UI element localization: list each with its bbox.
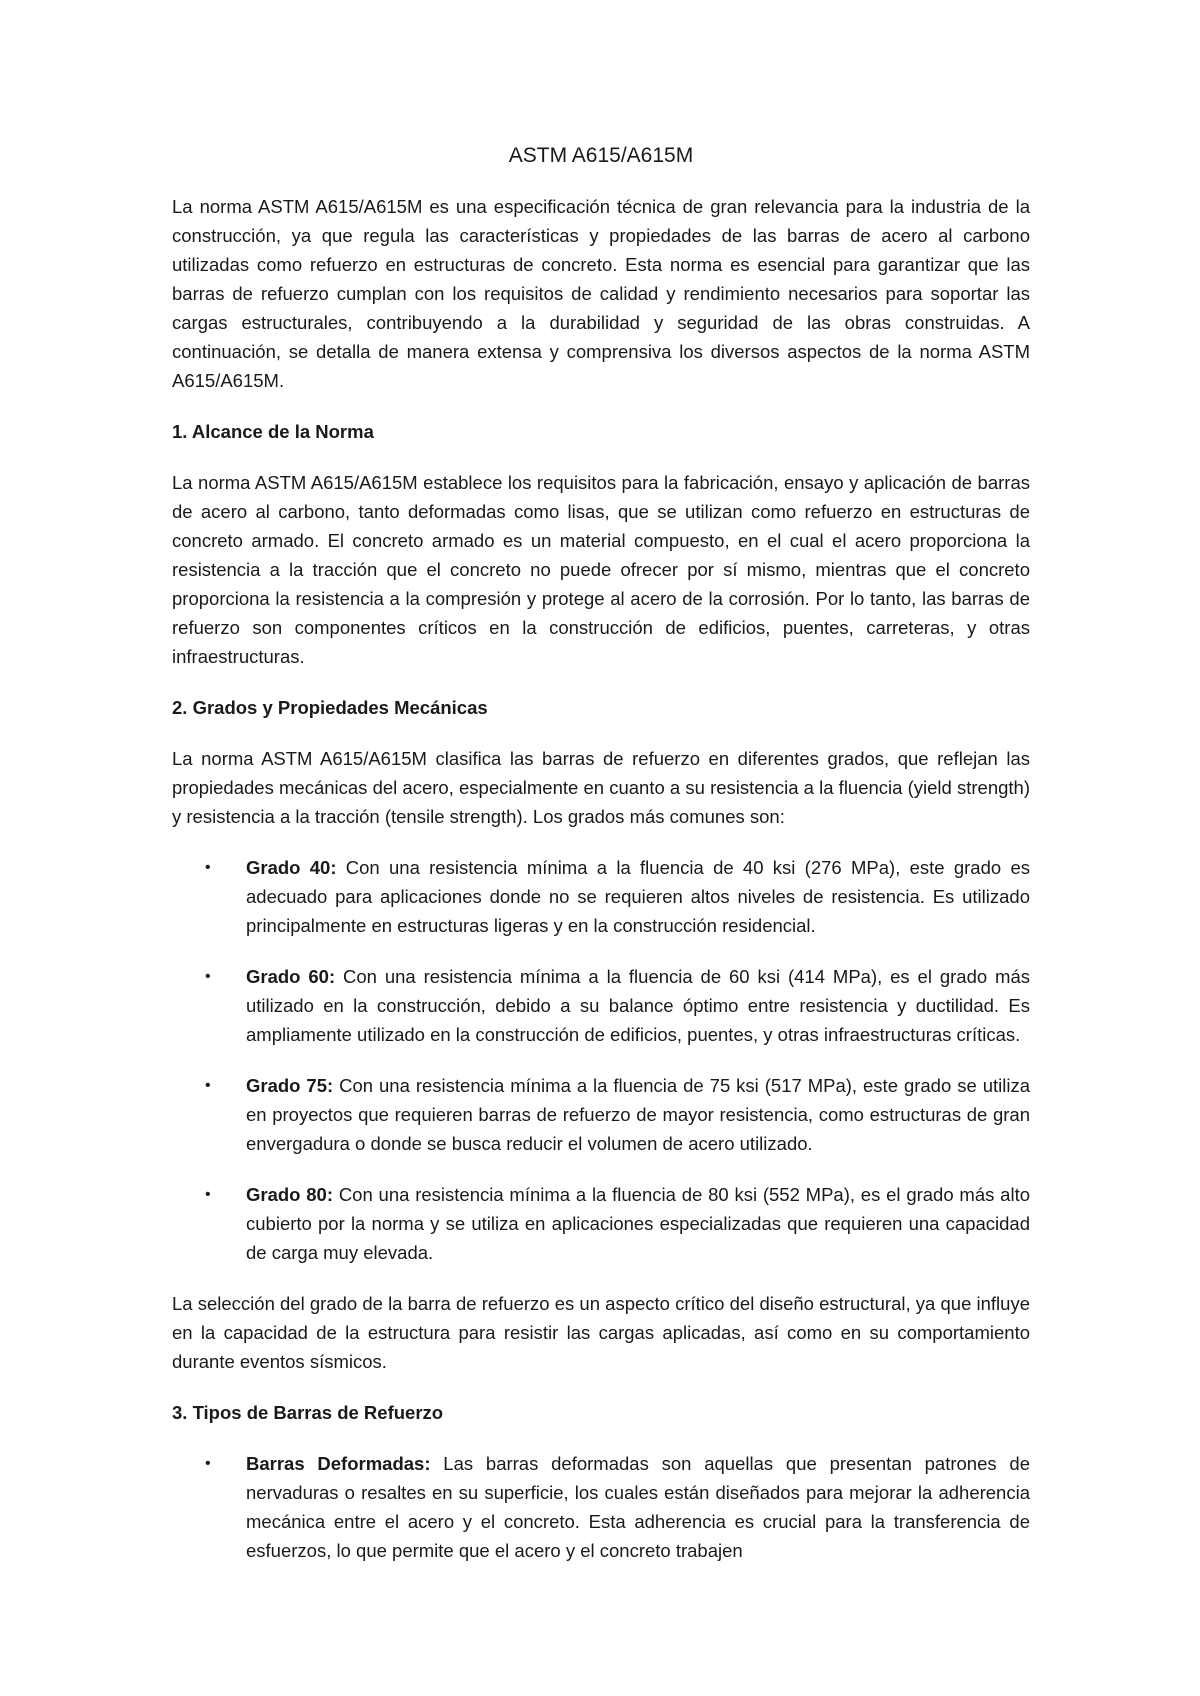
section-heading-grados: 2. Grados y Propiedades Mecánicas: [172, 697, 488, 718]
list-item: [172, 1071, 1030, 1158]
list-item-label: Grado 60:: [246, 966, 336, 987]
section-heading-alcance: 1. Alcance de la Norma: [172, 421, 374, 442]
section-heading-tipos: 3. Tipos de Barras de Refuerzo: [172, 1402, 444, 1423]
list-item-label: Grado 40:: [246, 857, 337, 878]
section-closing-grados: La selección del grado de la barra de refuerzo es un aspecto crítico del diseño estructural, ya que influye en la capacidad de la estructura para resistir las cargas aplicadas, así como en su comportamiento durante eventos sísmicos.: [172, 1293, 1030, 1372]
list-item-text: Con una resistencia mínima a la fluencia de 80 ksi (552 MPa), es el grado más alto cubierto por la norma y se utiliza en aplicaciones especializadas que requieren una capacidad de carga muy elevada.: [246, 1184, 1031, 1263]
list-item-label: Grado 75:: [246, 1075, 334, 1096]
grades-list: [172, 853, 1030, 1267]
document-page: [172, 142, 1030, 1587]
types-list: [172, 1449, 1030, 1565]
section-paragraph-grados: La norma ASTM A615/A615M clasifica las barras de refuerzo en diferentes grados, que reflejan las propiedades mecánicas del acero, especialmente en cuanto a su resistencia a la fluencia (yield strength) y resistencia a la tracción (tensile strength). Los grados más comunes son:: [172, 748, 1030, 827]
bullet-icon: •: [205, 1077, 211, 1094]
bullet-icon: •: [205, 1186, 211, 1203]
bullet-icon: •: [205, 968, 211, 985]
intro-paragraph: La norma ASTM A615/A615M es una especificación técnica de gran relevancia para la industria de la construcción, ya que regula las características y propiedades de las barras de acero al carbono utilizadas como refuerzo en estructuras de concreto. Esta norma es esencial para garantizar que las barras de refuerzo cumplan con los requisitos de calidad y rendimiento necesarios para soportar las cargas estructurales, contribuyendo a la durabilidad y seguridad de las obras construidas. A continuación, se detalla de manera extensa y comprensiva los diversos aspectos de la norma ASTM A615/A615M.: [172, 196, 1030, 391]
list-item-label: Grado 80:: [246, 1184, 334, 1205]
bullet-icon: •: [205, 1455, 211, 1472]
list-item: [172, 853, 1030, 940]
list-item-text: Las barras deformadas son aquellas que presentan patrones de nervaduras o resaltes en su superficie, los cuales están diseñados para mejorar la adherencia mecánica entre el acero y el concreto. Esta adherencia es crucial para la transferencia de esfuerzos, lo que permite que el acero y el concreto trabajen: [246, 1453, 1031, 1561]
document-title: ASTM A615/A615M: [508, 144, 694, 167]
list-item: [172, 962, 1030, 1049]
list-item-text: Con una resistencia mínima a la fluencia de 60 ksi (414 MPa), es el grado más utilizado en la construcción, debido a su balance óptimo entre resistencia y ductilidad. Es ampliamente utilizado en la construcción de edificios, puentes, y otras infraestructuras críticas.: [246, 966, 1031, 1045]
list-item: [172, 1449, 1030, 1565]
list-item: [172, 1180, 1030, 1267]
list-item-text: Con una resistencia mínima a la fluencia de 40 ksi (276 MPa), este grado es adecuado para aplicaciones donde no se requieren altos niveles de resistencia. Es utilizado principalmente en estructuras ligeras y en la construcción residencial.: [246, 857, 1030, 936]
list-item-label: Barras Deformadas:: [246, 1453, 431, 1474]
list-item-text: Con una resistencia mínima a la fluencia de 75 ksi (517 MPa), este grado se utiliza en proyectos que requieren barras de refuerzo de mayor resistencia, como estructuras de gran envergadura o donde se busca reducir el volumen de acero utilizado.: [246, 1075, 1030, 1154]
bullet-icon: •: [205, 859, 211, 876]
section-paragraph-alcance: La norma ASTM A615/A615M establece los requisitos para la fabricación, ensayo y aplicación de barras de acero al carbono, tanto deformadas como lisas, que se utilizan como refuerzo en estructuras de concreto armado. El concreto armado es un material compuesto, en el cual el acero proporciona la resistencia a la tracción que el concreto no puede ofrecer por sí mismo, mientras que el concreto proporciona la resistencia a la compresión y protege al acero de la corrosión. Por lo tanto, las barras de refuerzo son componentes críticos en la construcción de edificios, puentes, carreteras, y otras infraestructuras.: [172, 472, 1030, 667]
